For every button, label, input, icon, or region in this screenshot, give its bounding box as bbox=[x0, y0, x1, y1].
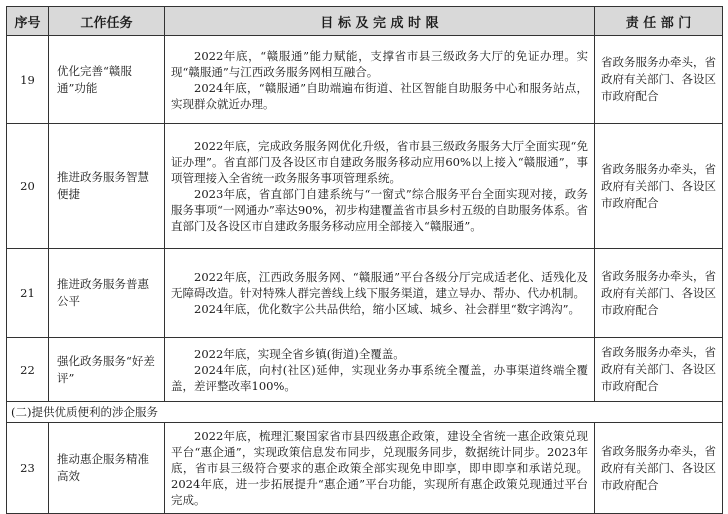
row-target bbox=[165, 36, 595, 124]
target-paragraph: 2024年底，向村(社区)延伸，实现业务办事系统全覆盖，办事渠道终端全覆盖，差评整改率100%。 bbox=[171, 362, 588, 393]
row-task: 推进政务服务普惠公平 bbox=[49, 249, 165, 338]
row-dept: 省政务服务办牵头，省政府有关部门、各设区市政府配合 bbox=[595, 423, 723, 514]
header-target: 目 标 及 完 成 时 限 bbox=[165, 7, 595, 36]
target-paragraph: 2022年底，江西政务服务网、“赣服通”平台各级分厅完成适老化、适残化及无障碍改造。针对特殊人群完善线上线下服务渠道，建立导办、帮办、代办机制。 bbox=[171, 270, 588, 300]
row-number: 19 bbox=[7, 36, 49, 124]
section-heading-row bbox=[7, 402, 723, 423]
row-dept: 省政务服务办牵头，省政府有关部门、各设区市政府配合 bbox=[595, 124, 723, 249]
target-paragraph: 2022年底，完成政务服务网优化升级，省市县三级政务服务大厅全面实现“免证办理”。省直部门及各设区市自建政务服务移动应用60%以上接入“赣服通”，事项管理接入全省统一政务服务事项管理系统。 bbox=[171, 139, 588, 185]
target-paragraph: 2022年底，实现全省乡镇(街道)全覆盖。 bbox=[194, 346, 405, 361]
header-dept: 责 任 部 门 bbox=[595, 7, 723, 36]
table-row bbox=[7, 124, 723, 249]
table-row bbox=[7, 36, 723, 124]
target-paragraph: 2023年底，省直部门自建系统与“一窗式”综合服务平台全面实现对接，政务服务事项“一网通办”率达90%，初步构建覆盖省市县乡村五级的自助服务体系。省直部门及各设区市自建政务服务移动应用全部接入“赣服通”。 bbox=[171, 187, 588, 233]
row-task: 推进政务服务智慧便捷 bbox=[49, 124, 165, 249]
policy-document bbox=[6, 6, 722, 514]
table-row bbox=[7, 338, 723, 402]
section-heading: (二)提供优质便利的涉企服务 bbox=[7, 402, 723, 423]
row-dept: 省政务服务办牵头，省政府有关部门、各设区市政府配合 bbox=[595, 36, 723, 124]
row-target bbox=[165, 423, 595, 514]
task-table bbox=[6, 6, 723, 514]
target-paragraph: 2022年底，“赣服通”能力赋能，支撑省市县三级政务大厅的免证办理。实现“赣服通”与江西政务服务网相互融合。 bbox=[171, 48, 588, 79]
row-target bbox=[165, 124, 595, 249]
target-paragraph: 2022年底，梳理汇聚国家省市县四级惠企政策，建设全省统一惠企政策兑现平台“惠企通”，实现政策信息发布同步，兑现服务同步，数据统计同步。2023年底，省市县三级符合要求的惠企政策全部实现免申即享，即申即享和承诺兑现。2024年底，进一步拓展提升“惠企通”平台功能，实现所有惠企政策兑现通过平台完成。 bbox=[171, 429, 588, 507]
table-row bbox=[7, 249, 723, 338]
header-no: 序号 bbox=[7, 7, 49, 36]
row-number: 22 bbox=[7, 338, 49, 402]
row-number: 23 bbox=[7, 423, 49, 514]
row-number: 21 bbox=[7, 249, 49, 338]
header-task: 工作任务 bbox=[49, 7, 165, 36]
row-dept: 省政务服务办牵头，省政府有关部门、各设区市政府配合 bbox=[595, 249, 723, 338]
target-paragraph: 2024年底，“赣服通”自助端遍布街道、社区智能自助服务中心和服务站点，实现群众就近办理。 bbox=[171, 80, 588, 111]
row-task: 优化完善“赣服通”功能 bbox=[49, 36, 165, 124]
row-number: 20 bbox=[7, 124, 49, 249]
table-row bbox=[7, 423, 723, 514]
row-dept: 省政务服务办牵头，省政府有关部门、各设区市政府配合 bbox=[595, 338, 723, 402]
row-task: 强化政务服务“好差评” bbox=[49, 338, 165, 402]
row-target bbox=[165, 249, 595, 338]
table-header-row bbox=[7, 7, 723, 36]
row-task: 推动惠企服务精准高效 bbox=[49, 423, 165, 514]
row-target bbox=[165, 338, 595, 402]
target-paragraph: 2024年底，优化数字公共品供给，缩小区域、城乡、社会群里“数字鸿沟”。 bbox=[194, 302, 581, 316]
